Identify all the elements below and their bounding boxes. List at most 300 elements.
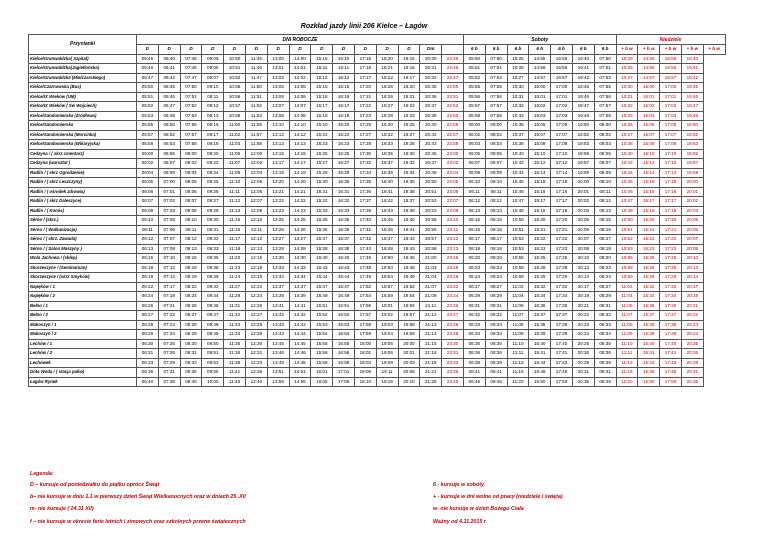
departure-time: 09:05	[202, 54, 224, 64]
departure-time: 13:06	[267, 92, 289, 102]
departure-time: 17:15	[354, 54, 376, 64]
table-row	[29, 368, 726, 378]
departure-time: 18:45	[376, 216, 398, 226]
departure-time: 13:39	[267, 292, 289, 302]
departure-time: 07:58	[180, 140, 202, 150]
departure-time: 15:00	[638, 83, 660, 93]
table-row	[29, 320, 726, 330]
departure-time: 11:31	[224, 301, 246, 311]
departure-time: 06:00	[137, 149, 159, 159]
departure-time: 20:21	[681, 301, 703, 311]
course-mark: D	[202, 45, 224, 55]
departure-time: 11:13	[616, 358, 638, 368]
departure-time: 18:32	[376, 130, 398, 140]
departure-time: 07:17	[158, 282, 180, 292]
departure-time: 13:20	[267, 178, 289, 188]
departure-time: 08:33	[180, 358, 202, 368]
departure-time: 15:02	[638, 102, 660, 112]
departure-time: 11:08	[507, 320, 529, 330]
departure-time: 07:46	[180, 64, 202, 74]
departure-time: 08:17	[594, 235, 616, 245]
departure-time: 20:01	[681, 187, 703, 197]
departure-time: 19:36	[398, 187, 420, 197]
departure-time: 08:05	[180, 178, 202, 188]
departure-time: 07:58	[594, 111, 616, 121]
departure-time: 06:24	[463, 273, 485, 283]
departure-time: 08:40	[180, 377, 202, 387]
departure-time: 17:37	[354, 197, 376, 207]
departure-time: 05:53	[137, 111, 159, 121]
departure-time: 17:17	[660, 197, 682, 207]
departure-time: 20:25	[681, 339, 703, 349]
departure-time: 07:56	[594, 92, 616, 102]
departure-time: 14:12	[289, 130, 311, 140]
departure-time: 19:59	[681, 168, 703, 178]
departure-time: 19:28	[398, 140, 420, 150]
departure-time: 10:35	[507, 121, 529, 131]
departure-time: 11:20	[507, 377, 529, 387]
departure-time: 09:06	[202, 64, 224, 74]
departure-time: 08:28	[180, 320, 202, 330]
departure-time: 06:00	[463, 121, 485, 131]
departure-time: 18:33	[376, 140, 398, 150]
departure-time: 05:51	[137, 92, 159, 102]
departure-time: 10:25	[616, 54, 638, 64]
departure-time: 16:29	[333, 168, 355, 178]
departure-time: 06:18	[137, 263, 159, 273]
departure-time: 11:45	[224, 377, 246, 387]
departure-time: 18:06	[354, 368, 376, 378]
departure-time: 17:29	[551, 273, 573, 283]
departure-time: 13:12	[267, 130, 289, 140]
departure-time: 15:38	[529, 320, 551, 330]
departure-time: 06:45	[158, 83, 180, 93]
departure-time: 09:24	[202, 168, 224, 178]
departure-time: 08:11	[180, 225, 202, 235]
departure-time: 14:21	[289, 187, 311, 197]
departure-time: 05:45	[137, 54, 159, 64]
departure-time: 08:38	[594, 358, 616, 368]
departure-time: 14:39	[289, 292, 311, 302]
departure-time: 12:40	[245, 377, 267, 387]
departure-time: 06:45	[463, 377, 485, 387]
departure-time: 15:12	[311, 73, 333, 83]
departure-time: 08:07	[180, 197, 202, 207]
departure-time: 11:41	[224, 368, 246, 378]
departure-time: 21:14	[420, 330, 442, 340]
departure-time: 09:38	[202, 263, 224, 273]
departure-time: 05:57	[463, 102, 485, 112]
departure-time: 19:35	[398, 178, 420, 188]
departure-time: 15:29	[311, 168, 333, 178]
departure-time: 11:07	[507, 311, 529, 321]
departure-time: 10:53	[507, 244, 529, 254]
departure-time: 16:57	[660, 73, 682, 83]
departure-time: 17:23	[660, 244, 682, 254]
departure-time: 17:14	[551, 168, 573, 178]
departure-time: 13:05	[267, 83, 289, 93]
departure-time: 19:58	[398, 320, 420, 330]
departure-time: 11:55	[245, 121, 267, 131]
departure-time: 07:00	[158, 178, 180, 188]
legend-d: D – kursuje od poniedziałku do piątku oprócz Świąt	[30, 482, 160, 488]
departure-time: 06:47	[158, 102, 180, 112]
departure-time: 17:45	[354, 254, 376, 264]
departure-time: 19:15	[398, 54, 420, 64]
departure-time: 17:20	[551, 216, 573, 226]
departure-time: 10:52	[616, 235, 638, 245]
departure-time: 16:40	[333, 254, 355, 264]
departure-time: 15:39	[529, 330, 551, 340]
departure-time: 06:33	[463, 320, 485, 330]
stop-name: Belno / 1	[29, 301, 137, 311]
departure-time: 07:02	[158, 197, 180, 207]
departure-time: 06:17	[463, 235, 485, 245]
departure-time: 08:23	[594, 263, 616, 273]
course-mark: D	[267, 45, 289, 55]
departure-time: 15:00	[529, 83, 551, 93]
departure-time: 22:53	[442, 111, 464, 121]
departure-time: 09:42	[202, 282, 224, 292]
departure-time: 15:40	[311, 254, 333, 264]
departure-time: 08:18	[180, 263, 202, 273]
departure-time: 17:00	[551, 83, 573, 93]
departure-time: 17:05	[551, 121, 573, 131]
departure-time: 07:51	[594, 64, 616, 74]
departure-time: 06:26	[137, 301, 159, 311]
departure-time: 11:13	[507, 358, 529, 368]
table-row	[29, 377, 726, 387]
departure-time: 16:20	[333, 121, 355, 131]
departure-time: 08:22	[180, 282, 202, 292]
departure-time: 06:11	[137, 225, 159, 235]
departure-time: 19:49	[398, 273, 420, 283]
departure-time: 19:45	[398, 254, 420, 264]
departure-time: 18:21	[376, 64, 398, 74]
departure-time: 08:27	[485, 282, 507, 292]
stop-name: Napęków / 1	[29, 282, 137, 292]
departure-time: 13:46	[267, 349, 289, 359]
departure-time: 14:51	[289, 368, 311, 378]
departure-time: 20:13	[681, 263, 703, 273]
departure-time: 12:13	[245, 244, 267, 254]
departure-time: 17:22	[660, 235, 682, 245]
departure-time: 05:47	[137, 73, 159, 83]
departure-time: 23:00	[442, 149, 464, 159]
departure-time: 21:09	[420, 292, 442, 302]
departure-time: 19:05	[376, 339, 398, 349]
departure-time: 22:50	[442, 83, 464, 93]
departure-time: 12:00	[245, 149, 267, 159]
departure-time: 18:30	[376, 121, 398, 131]
departure-time: 20:10	[398, 377, 420, 387]
departure-time: 20:22	[572, 311, 594, 321]
departure-time: 09:07	[202, 73, 224, 83]
departure-time: 11:02	[224, 130, 246, 140]
departure-time: 19:53	[572, 140, 594, 150]
departure-time: 19:45	[681, 83, 703, 93]
departure-time: 17:27	[354, 130, 376, 140]
departure-time: 14:28	[289, 244, 311, 254]
legend-valid: Ważny od 4.11.2015 r	[433, 519, 486, 525]
table-row	[29, 140, 726, 150]
departure-time: 17:23	[551, 244, 573, 254]
departure-time: 17:03	[551, 111, 573, 121]
departure-time: 17:25	[551, 254, 573, 264]
departure-time: 14:55	[289, 377, 311, 387]
departure-time: 18:35	[376, 149, 398, 159]
departure-time: 15:03	[529, 111, 551, 121]
departure-time: 06:36	[137, 368, 159, 378]
departure-time: 08:36	[485, 349, 507, 359]
departure-time: 10:44	[616, 168, 638, 178]
departure-time: 11:09	[616, 330, 638, 340]
table-row	[29, 73, 726, 83]
departure-time: 10:38	[507, 140, 529, 150]
departure-time: 22:57	[442, 130, 464, 140]
departure-time: 19:55	[681, 149, 703, 159]
departure-time: 23:26	[442, 301, 464, 311]
departure-time: 13:30	[267, 254, 289, 264]
course-mark: 6 b	[551, 45, 573, 55]
departure-time: 12:15	[245, 254, 267, 264]
departure-time: 17:32	[551, 282, 573, 292]
departure-time: 08:27	[180, 311, 202, 321]
departure-time: 15:03	[638, 111, 660, 121]
departure-time: 17:43	[354, 244, 376, 254]
departure-time: 15:37	[311, 235, 333, 245]
departure-time: 13:43	[267, 320, 289, 330]
course-mark: + b w	[660, 45, 682, 55]
departure-time: 20:23	[572, 320, 594, 330]
departure-time: 08:36	[180, 368, 202, 378]
departure-time: 16:23	[333, 140, 355, 150]
departure-time: 09:46	[202, 301, 224, 311]
departure-time: 13:34	[267, 273, 289, 283]
departure-time: 17:22	[354, 102, 376, 112]
stop-name: Skorzeszyce / (skrz Smyków)	[29, 273, 137, 283]
departure-time: 09:33	[202, 244, 224, 254]
departure-time: 06:09	[463, 168, 485, 178]
departure-time: 20:01	[398, 349, 420, 359]
departure-time: 10:59	[616, 273, 638, 283]
departure-time: 11:09	[224, 168, 246, 178]
departure-time: 09:50	[202, 339, 224, 349]
departure-time: 15:43	[311, 263, 333, 273]
departure-time: 07:52	[485, 73, 507, 83]
stop-name: Cedzyna (warsztat )	[29, 159, 137, 169]
departure-time: 15:17	[529, 197, 551, 207]
departure-time: 07:51	[180, 92, 202, 102]
departure-time: 19:46	[681, 92, 703, 102]
course-mark: 6 b	[507, 45, 529, 55]
departure-time: 12:18	[245, 263, 267, 273]
departure-time: 20:38	[420, 111, 442, 121]
departure-time: 14:33	[289, 263, 311, 273]
departure-time: 15:11	[311, 64, 333, 74]
departure-time: 07:07	[158, 235, 180, 245]
departure-time: 15:38	[311, 244, 333, 254]
departure-time: 19:03	[376, 320, 398, 330]
departure-time: 17:05	[660, 121, 682, 131]
departure-time: 08:10	[485, 178, 507, 188]
table-row	[29, 197, 726, 207]
departure-time: 15:21	[529, 225, 551, 235]
departure-time: 15:02	[529, 102, 551, 112]
departure-time: 20:55	[420, 216, 442, 226]
departure-time: 17:34	[660, 292, 682, 302]
departure-time: 10:33	[507, 111, 529, 121]
departure-time: 07:03	[158, 206, 180, 216]
course-mark: + b w	[681, 45, 703, 55]
table-row	[29, 121, 726, 131]
departure-time: 06:59	[158, 168, 180, 178]
departure-time: 15:01	[529, 92, 551, 102]
departure-time: 06:31	[137, 349, 159, 359]
departure-time: 11:03	[224, 140, 246, 150]
departure-time: 11:11	[507, 349, 529, 359]
departure-time: 06:15	[137, 254, 159, 264]
departure-time: 19:57	[572, 159, 594, 169]
departure-time: 23:36	[442, 368, 464, 378]
departure-time: 19:11	[376, 368, 398, 378]
departure-time: 06:52	[158, 130, 180, 140]
departure-time: 09:47	[202, 311, 224, 321]
stop-name: Kielce/Sandomierska	[29, 121, 137, 131]
departure-time: 08:18	[485, 244, 507, 254]
departure-time: 11:58	[245, 140, 267, 150]
departure-time: 14:41	[289, 301, 311, 311]
departure-time: 15:25	[311, 149, 333, 159]
departure-time: 09:31	[202, 225, 224, 235]
departure-time: 16:01	[311, 368, 333, 378]
departure-time: 16:55	[660, 54, 682, 64]
departure-time: 05:56	[463, 92, 485, 102]
departure-time: 20:58	[420, 244, 442, 254]
departure-time: 11:07	[224, 159, 246, 169]
departure-time: 08:32	[594, 311, 616, 321]
departure-time: 18:46	[376, 225, 398, 235]
departure-time: 15:52	[311, 311, 333, 321]
departure-time: 20:17	[572, 282, 594, 292]
departure-time: 08:12	[180, 235, 202, 245]
departure-time: 20:22	[681, 311, 703, 321]
departure-time: 10:55	[616, 254, 638, 264]
departure-time: 15:43	[529, 358, 551, 368]
departure-time: 20:31	[681, 368, 703, 378]
departure-time: 23:18	[442, 263, 464, 273]
departure-time: 15:18	[529, 206, 551, 216]
departure-time: 06:02	[463, 130, 485, 140]
table-row	[29, 244, 726, 254]
departure-time: 20:32	[420, 73, 442, 83]
stop-name: Dóta Woda / ( stacja paliw)	[29, 368, 137, 378]
departure-time: 15:32	[529, 282, 551, 292]
departure-time: 07:55	[485, 83, 507, 93]
departure-time: 12:10	[245, 216, 267, 226]
departure-time: 17:17	[551, 197, 573, 207]
departure-time: 17:10	[660, 149, 682, 159]
stop-name: Kielce/Grunwaldzka( Szpital)	[29, 54, 137, 64]
departure-time: 06:35	[463, 339, 485, 349]
departure-time: 12:29	[245, 330, 267, 340]
departure-time: 13:27	[267, 235, 289, 245]
departure-time: 08:00	[485, 121, 507, 131]
departure-time: 14:30	[289, 254, 311, 264]
stops-header: Przystanki	[29, 35, 137, 55]
departure-time: 08:02	[485, 130, 507, 140]
departure-time: 17:00	[660, 83, 682, 93]
departure-time: 16:51	[333, 301, 355, 311]
departure-time: 05:50	[137, 83, 159, 93]
departure-time: 17:16	[354, 64, 376, 74]
departure-time: 15:36	[638, 301, 660, 311]
departure-time: 08:24	[180, 292, 202, 302]
departure-time: 17:17	[354, 73, 376, 83]
legend-f: f – nie kursuje w okresie ferie letnich i zimowych oraz szkolnych przerw świątecznych	[30, 519, 246, 525]
departure-time: 17:46	[660, 368, 682, 378]
departure-time: 17:56	[354, 301, 376, 311]
departure-time: 19:08	[376, 358, 398, 368]
departure-time: 20:49	[420, 168, 442, 178]
departure-time: 23:13	[442, 244, 464, 254]
departure-time: 15:16	[311, 92, 333, 102]
departure-time: 19:48	[572, 111, 594, 121]
departure-time: 18:27	[376, 102, 398, 112]
departure-time: 14:25	[289, 216, 311, 226]
departure-time: 10:50	[616, 216, 638, 226]
departure-time: 06:12	[137, 235, 159, 245]
departure-time: 06:18	[463, 244, 485, 254]
departure-time: 05:58	[137, 140, 159, 150]
departure-time: 12:33	[245, 358, 267, 368]
departure-time: 19:23	[398, 111, 420, 121]
departure-time: 15:15	[311, 54, 333, 64]
departure-time: 08:45	[594, 377, 616, 387]
departure-time: 06:38	[463, 358, 485, 368]
departure-time: 14:55	[529, 54, 551, 64]
departure-time: 21:12	[420, 311, 442, 321]
departure-time: 15:36	[529, 301, 551, 311]
departure-time: 13:15	[267, 149, 289, 159]
course-mark: D	[180, 45, 202, 55]
departure-time: 15:51	[311, 301, 333, 311]
stop-name: Radlin / ( ośrodek zdrowia)	[29, 187, 137, 197]
course-mark: 6 b	[463, 45, 485, 55]
departure-time: 21:07	[420, 282, 442, 292]
departure-time: 15:35	[311, 216, 333, 226]
departure-time: 16:49	[333, 292, 355, 302]
departure-time: 22:58	[442, 140, 464, 150]
departure-time: 11:34	[224, 330, 246, 340]
departure-time: 15:12	[529, 159, 551, 169]
course-mark: D	[224, 45, 246, 55]
course-mark: + b w	[638, 45, 660, 55]
departure-time: 17:50	[660, 377, 682, 387]
departure-time: 06:10	[137, 216, 159, 226]
departure-time: 19:01	[376, 301, 398, 311]
departure-time: 11:36	[224, 349, 246, 359]
departure-time: 11:06	[616, 301, 638, 311]
departure-time: 10:56	[224, 92, 246, 102]
departure-time: 10:44	[507, 168, 529, 178]
departure-time: 23:11	[442, 225, 464, 235]
departure-time: 17:25	[354, 121, 376, 131]
legend-b: b– nie kursuje w dniu 1.1 w pierwszy dzień Świąt Wielkanocnych oraz w dniach 25 .XII	[30, 494, 246, 500]
departure-time: 14:05	[289, 83, 311, 93]
departure-time: 17:41	[660, 349, 682, 359]
departure-time: 13:37	[267, 282, 289, 292]
